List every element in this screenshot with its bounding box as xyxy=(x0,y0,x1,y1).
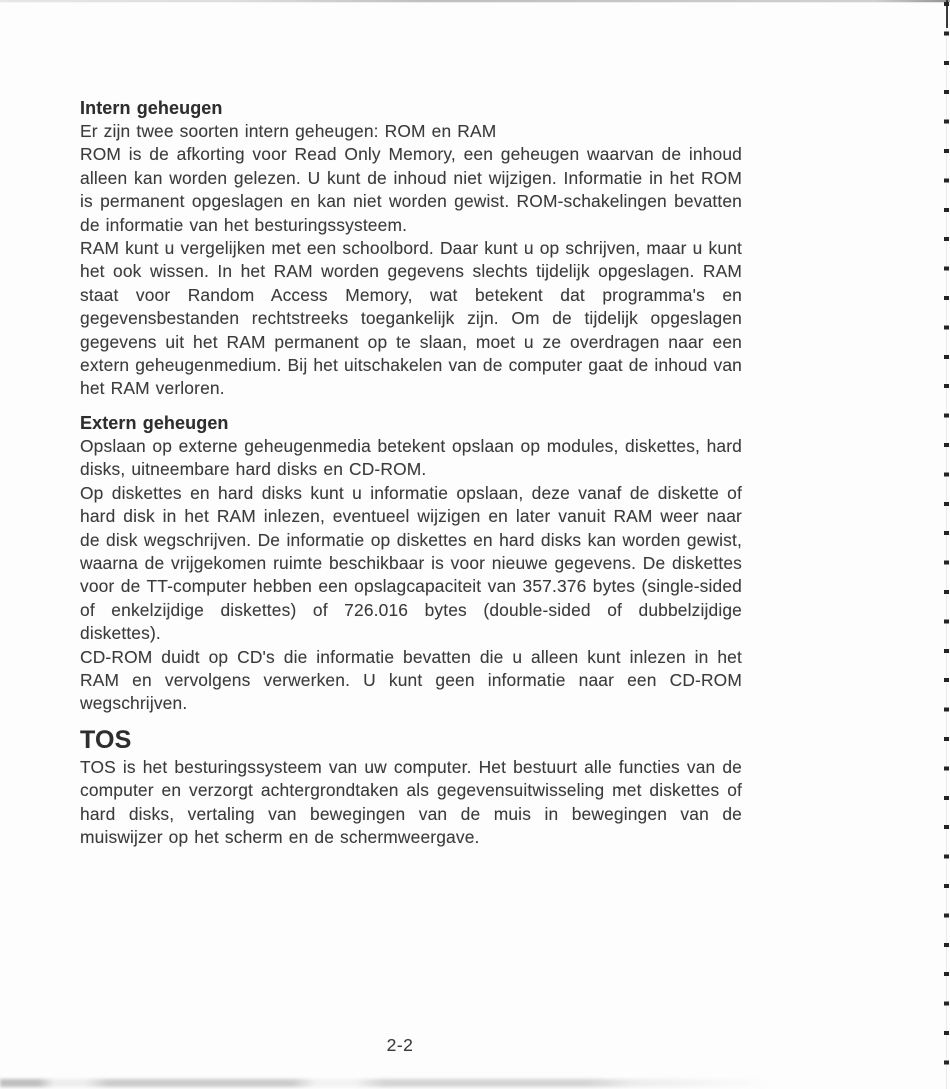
paragraph-ram: RAM kunt u vergelijken met een schoolbord. Daar kunt u op schrijven, maar u kunt het ook wissen. In het RAM worden gegevens slechts tijdelijk opgeslagen. RAM staat voor Random Access Memory, wat betekent dat programma's en gegevensbestanden rechtstreeks toegankelijk zijn. Om de tijdelijk opgeslagen gegevens uit het RAM permanent op te slaan, moet u ze overdragen naar een extern geheugenmedium. Bij het uitschakelen van de computer gaat de inhoud van het RAM verloren. xyxy=(80,238,742,399)
scan-smudge-bottom xyxy=(0,1079,770,1087)
paragraph-rom: ROM is de afkorting voor Read Only Memory, een geheugen waarvan de inhoud alleen kan worden gelezen. U kunt de inhoud niet wijzigen. Informatie in het ROM is permanent opgeslagen en kan niet worden gewist. ROM-schakelingen bevatten de informatie van het besturingssysteem. xyxy=(80,144,742,235)
scan-edge-top-line xyxy=(0,0,950,2)
section-intern-geheugen xyxy=(80,96,742,401)
paragraph-tos: TOS is het besturingssysteem van uw computer. Het bestuurt alle functies van de computer en verzorgt achtergrondtaken als gegevensuitwisseling met diskettes of hard disks, vertaling van bewegingen van de muis in bewegingen van de muiswijzer op het scherm en de schermweergave. xyxy=(80,756,742,847)
paragraph-cdrom: CD-ROM duidt op CD's die informatie bevatten die u alleen kunt inlezen in het RAM en vervolgens verwerken. U kunt geen informatie naar een CD-ROM wegschrijven. xyxy=(80,646,742,714)
section-heading-tos: TOS xyxy=(80,725,132,754)
page-body xyxy=(80,96,742,849)
scan-binding-dots xyxy=(944,2,949,1089)
paragraph-opslaan: Opslaan op externe geheugenmedia betekent opslaan op modules, diskettes, hard disks, uitneembare hard disks en CD-ROM. xyxy=(80,435,742,480)
page-number: 2-2 xyxy=(386,1035,414,1055)
paragraph-intern-intro: Er zijn twee soorten intern geheugen: ROM en RAM xyxy=(80,121,497,141)
paragraph-diskettes: Op diskettes en hard disks kunt u informatie opslaan, deze vanaf de diskette of hard disk in het RAM inlezen, eventueel wijzigen en later vanuit RAM weer naar de disk wegschrijven. De informatie op diskettes en hard disks kan worden gewist, waarna de vrijgekomen ruimte beschikbaar is voor nieuwe gegevens. De diskettes voor de TT-computer hebben een opslagcapaciteit van 357.376 bytes (single-sided of enkelzijdige diskettes) of 726.016 bytes (double-sided of dubbelzijdige diskettes). xyxy=(80,482,742,644)
section-tos xyxy=(80,725,742,850)
section-heading-intern-geheugen: Intern geheugen xyxy=(80,98,223,118)
section-extern-geheugen xyxy=(80,411,742,716)
section-heading-extern-geheugen: Extern geheugen xyxy=(80,412,229,433)
